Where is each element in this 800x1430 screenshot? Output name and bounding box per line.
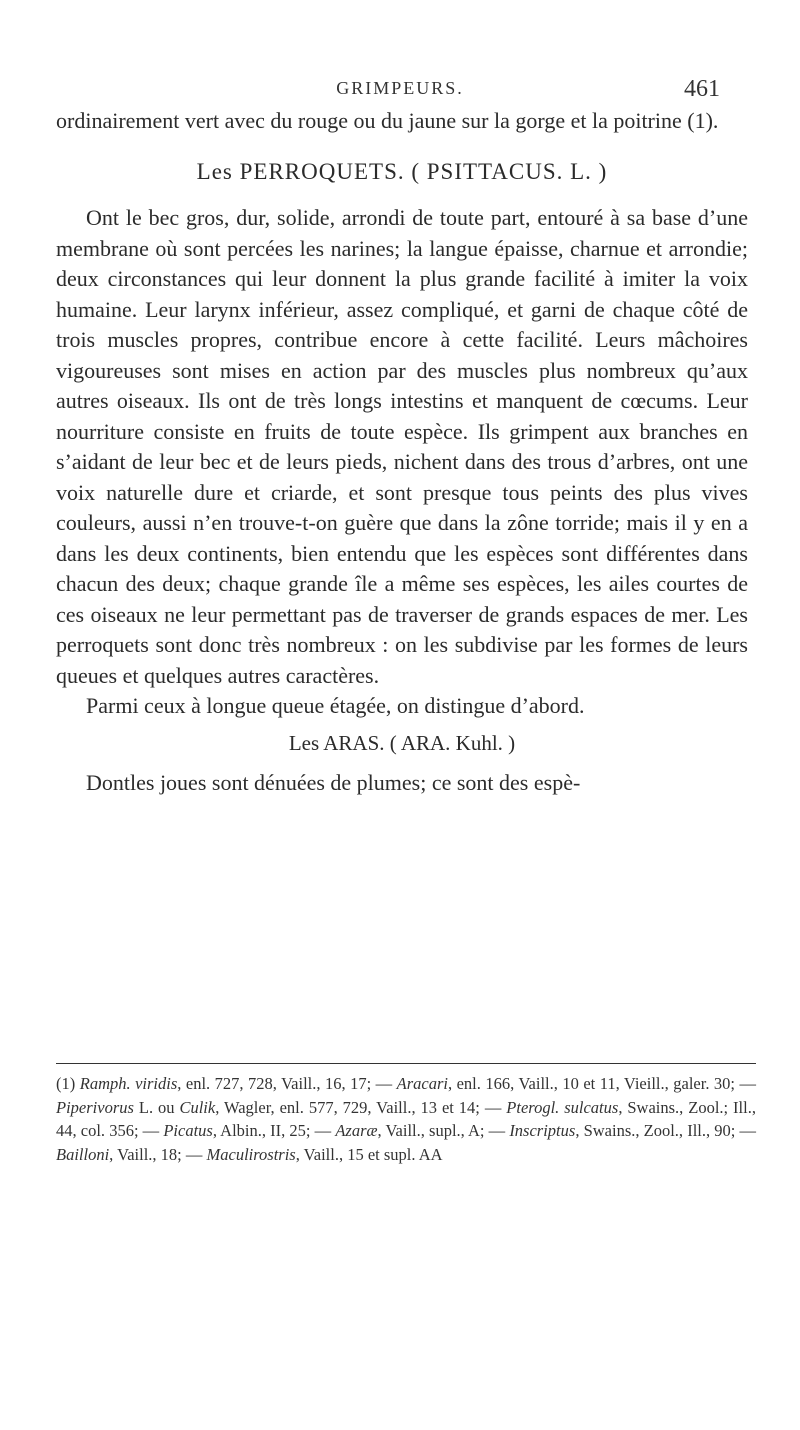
page-number: 461 bbox=[684, 76, 720, 102]
subsection-heading: Les ARAS. ( ARA. Kuhl. ) bbox=[288, 730, 516, 755]
species-name: Bailloni bbox=[56, 1144, 110, 1164]
footnote bbox=[56, 1072, 756, 1166]
footnote-segment: , Vaill., supl., A; — bbox=[377, 1121, 510, 1140]
parmi-paragraph: Parmi ceux à longue queue étagée, on distingue d’abord. bbox=[86, 693, 585, 718]
main-text bbox=[56, 106, 748, 799]
species-name: Pterogl. sulcatus bbox=[506, 1097, 619, 1117]
footnote-segment: , Albin., II, 25; — bbox=[212, 1121, 336, 1140]
footnote-segment: , enl. 166, Vaill., 10 et 11, Vieill., galer. 30; — bbox=[448, 1074, 756, 1093]
section-heading: Les PERROQUETS. ( PSITTACUS. L. ) bbox=[196, 158, 608, 184]
footnote-divider bbox=[56, 1063, 756, 1064]
intro-text: ordinairement vert avec du rouge ou du jaune sur la gorge et la poitrine (1). bbox=[56, 108, 719, 133]
species-name: Ramph. viridis bbox=[79, 1074, 178, 1093]
dontles-paragraph: Dontles joues sont dénuées de plumes; ce sont des espè- bbox=[86, 770, 581, 795]
species-name: Azaræ bbox=[335, 1121, 378, 1140]
species-name: Maculirostris bbox=[206, 1144, 296, 1164]
species-name: Piperivorus bbox=[56, 1097, 134, 1117]
species-name: Aracari bbox=[396, 1074, 448, 1093]
footnote-segment: , Vaill., 18; — bbox=[109, 1144, 207, 1164]
footnote-segment: , Swains., Zool.; Ill., 44, col. 356; — bbox=[56, 1097, 756, 1140]
footnote-segment: L. ou bbox=[133, 1097, 180, 1117]
species-name: Picatus bbox=[163, 1121, 213, 1140]
footnote-segment: (1) bbox=[56, 1074, 80, 1093]
footnote-segment: , Wagler, enl. 577, 729, Vaill., 13 et 14; — bbox=[215, 1097, 507, 1117]
species-name: Inscriptus bbox=[509, 1121, 576, 1140]
footnote-segment: , Vaill., 15 et supl. AA bbox=[295, 1144, 443, 1164]
footnote-segment: , enl. 727, 728, Vaill., 16, 17; — bbox=[177, 1074, 397, 1093]
description-paragraph: Ont le bec gros, dur, solide, arrondi de toute part, entouré à sa base d’une membrane où sont percées les narines; la langue épaisse, charnue et arrondie; deux circonstances qui leur donnent la plus grande facilité à imiter la voix humaine. Leur larynx inférieur, assez compliqué, et garni de chaque côté de trois muscles propres, contribue encore à cette facilité. Leurs mâchoires vigoureuses sont mises en action par des muscles plus nombreux qu’aux autres oiseaux. Ils ont de très longs intestins et manquent de cœcums. Leur nourriture consiste en fruits de toute espèce. Ils grimpent aux branches en s’aidant de leur bec et de leurs pieds, nichent dans des trous d’arbres, ont une voix naturelle dure et criarde, et sont presque tous peints des plus vives couleurs, aussi n’en trouve-t-on guère que dans la zône torride; mais il y en a dans les deux continents, bien entendu que les espèces sont différentes dans chacun des deux; chaque grande île a même ses espèces, les ailes courtes de ces oiseaux ne leur permettant pas de traverser de grands espaces de mer. Les perroquets sont donc très nombreux : on les subdivise par les formes de leurs queues et quelques autres caractères. bbox=[56, 205, 748, 688]
running-title: GRIMPEURS. bbox=[336, 78, 464, 98]
footnote-text bbox=[56, 1072, 756, 1166]
species-name: Culik bbox=[179, 1097, 216, 1117]
footnote-segment: , Swains., Zool., Ill., 90; — bbox=[575, 1121, 756, 1140]
